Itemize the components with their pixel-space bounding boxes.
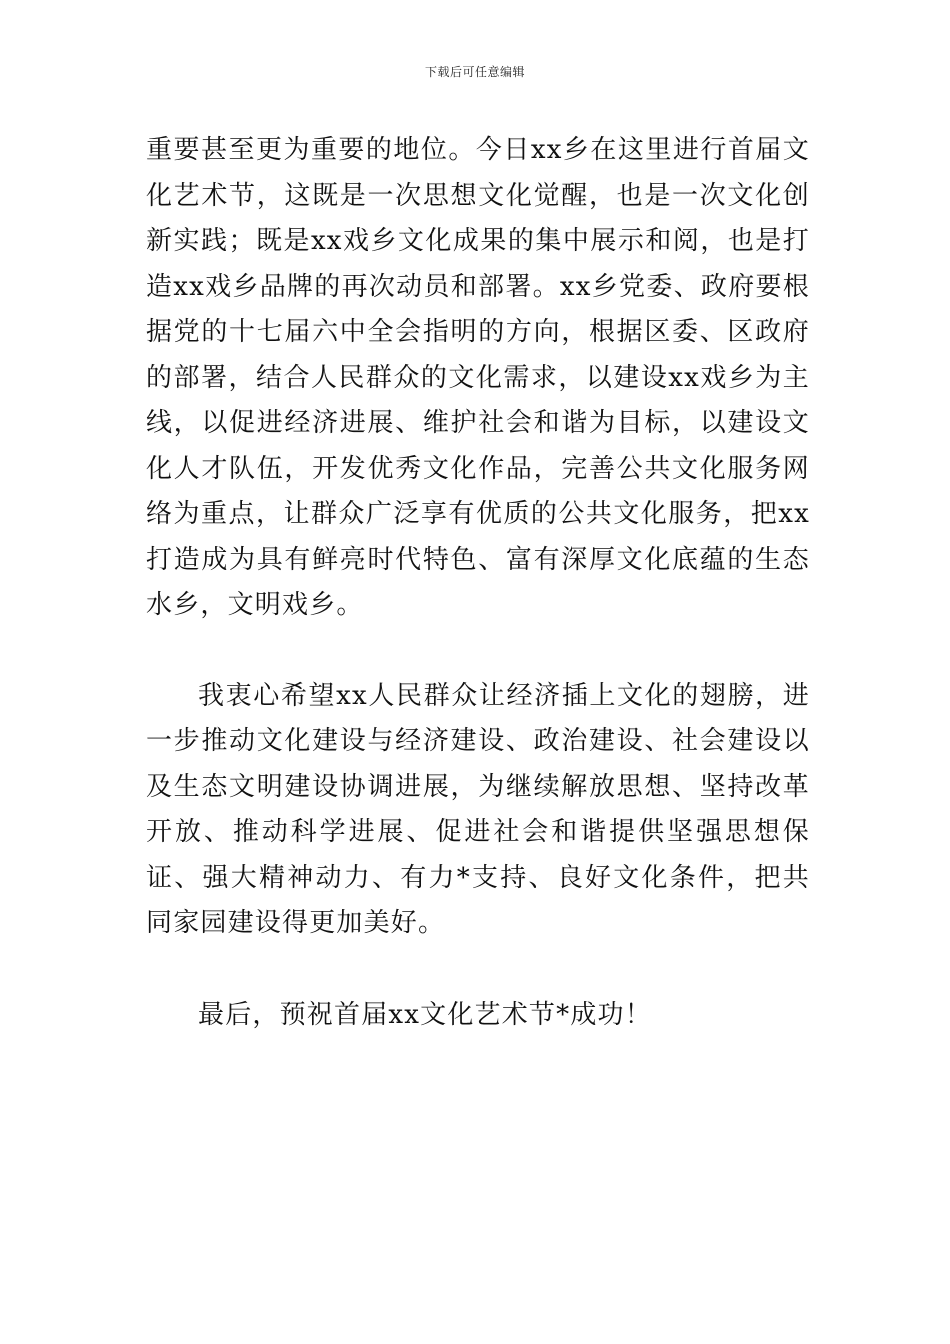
paragraph-hope: 我衷心希望xx人民群众让经济插上文化的翅膀，进一步推动文化建设与经济建设、政治建设、社会建设以及生态文明建设协调进展，为继续解放思想、坚持改革开放、推动科学进展、促进社会和谐提供坚强思想保证、强大精神动力、有力*支持、良好文化条件，把共同家园建设得更加美好。 (146, 680, 810, 938)
paragraph-continuation: 重要甚至更为重要的地位。今日xx乡在这里进行首届文化艺术节，这既是一次思想文化觉醒，也是一次文化创新实践；既是xx戏乡文化成果的集中展示和阅，也是打造xx戏乡品牌的再次动员和部署。xx乡党委、政府要根据党的十七届六中全会指明的方向，根据区委、区政府的部署，结合人民群众的文化需求，以建设xx戏乡为主线，以促进经济进展、维护社会和谐为目标，以建设文化人才队伍，开发优秀文化作品，完善公共文化服务网络为重点，让群众广泛享有优质的公共文化服务，把xx打造成为具有鲜亮时代特色、富有深厚文化底蕴的生态水乡，文明戏乡。 (146, 135, 810, 620)
paragraph-closing: 最后，预祝首届xx文化艺术节*成功！ (198, 999, 652, 1030)
document-body (146, 128, 810, 1038)
header-note: 下载后可任意编辑 (424, 65, 525, 79)
